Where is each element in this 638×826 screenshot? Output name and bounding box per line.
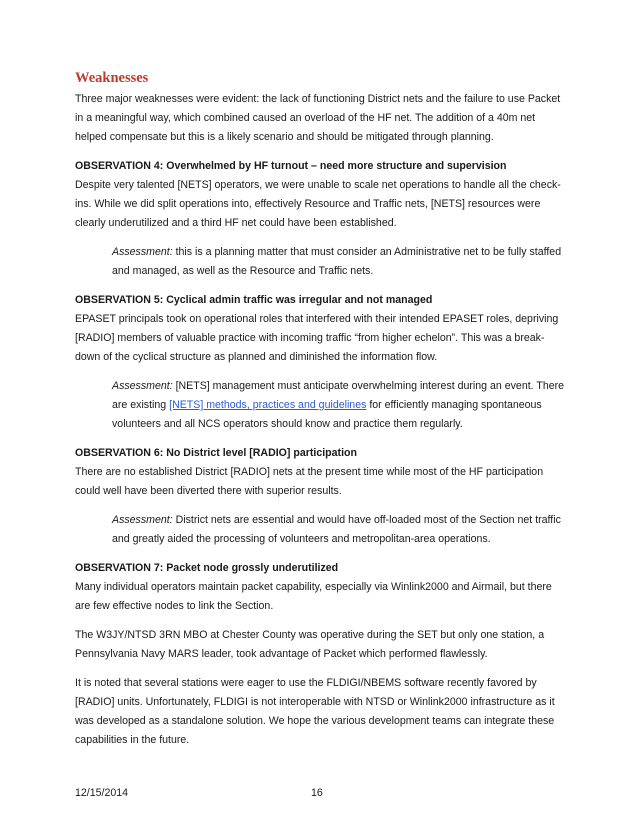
assessment-label: Assessment:	[112, 380, 173, 392]
observation-6-title: OBSERVATION 6: No District level [RADIO] participation	[75, 447, 357, 459]
observation-7-paragraph-3: It is noted that several stations were eager to use the FLDIGI/NBEMS software recently favored by [RADIO] units. Unfortunately, FLDIGI is not interoperable with NTSD or Winlink2000 infrastructure as it was developed as a standalone solution. We hope the various development teams can integrate these capabilities in the future.	[75, 677, 555, 746]
observation-4-assessment	[112, 243, 565, 281]
observation-7-title: OBSERVATION 7: Packet node grossly underutilized	[75, 562, 339, 574]
page-number: 16	[311, 787, 323, 799]
section-title: Weaknesses	[75, 70, 149, 86]
assessment-label: Assessment:	[112, 246, 173, 258]
observation-7-paragraph-2: The W3JY/NTSD 3RN MBO at Chester County was operative during the SET but only one station, a Pennsylvania Navy MARS leader, took advantage of Packet which performed flawlessly.	[75, 629, 545, 660]
observation-4-title: OBSERVATION 4: Overwhelmed by HF turnout – need more structure and supervision	[75, 160, 507, 172]
footer-date: 12/15/2014	[75, 787, 129, 799]
observation-6-body: There are no established District [RADIO] nets at the present time while most of the HF participation could well have been diverted there with superior results.	[75, 466, 544, 497]
nets-guidelines-link[interactable]: [NETS] methods, practices and guidelines	[169, 399, 367, 411]
page-content	[75, 68, 565, 750]
observation-6-assessment	[112, 511, 565, 549]
observation-5-body: EPASET principals took on operational roles that interfered with their intended EPASET roles, depriving [RADIO] members of valuable practice with incoming traffic “from higher echelon”. This was a break-down of the cyclical structure as planned and diminished the information flow.	[75, 313, 559, 363]
assessment-text: this is a planning matter that must consider an Administrative net to be fully staffed and managed, as well as the Resource and Traffic nets.	[112, 246, 562, 277]
assessment-text-continued: for efficiently managing spontaneous volunteers and all NCS operators should know and practice them regularly.	[112, 399, 542, 430]
assessment-text: [NETS] management must anticipate overwhelming interest during an event. There are existing	[112, 380, 565, 411]
observation-4-body: Despite very talented [NETS] operators, we were unable to scale net operations to handle all the check-ins. While we did split operations into, effectively Resource and Traffic nets, [NETS] resources were clearly underutilized and a third HF net could have been established.	[75, 179, 561, 229]
assessment-text: District nets are essential and would have off-loaded most of the Section net traffic and greatly aided the processing of volunteers and metropolitan-area operations.	[112, 514, 561, 545]
intro-paragraph: Three major weaknesses were evident: the lack of functioning District nets and the failure to use Packet in a meaningful way, which combined caused an overload of the HF net. The addition of a 40m net helped compensate but this is a likely scenario and should be mitigated through planning.	[75, 93, 561, 143]
observation-7-body: Many individual operators maintain packet capability, especially via Winlink2000 and Airmail, but there are few effective nodes to link the Section.	[75, 581, 552, 612]
observation-5-assessment	[112, 377, 565, 434]
observation-5-title: OBSERVATION 5: Cyclical admin traffic was irregular and not managed	[75, 294, 433, 306]
assessment-label: Assessment:	[112, 514, 173, 526]
